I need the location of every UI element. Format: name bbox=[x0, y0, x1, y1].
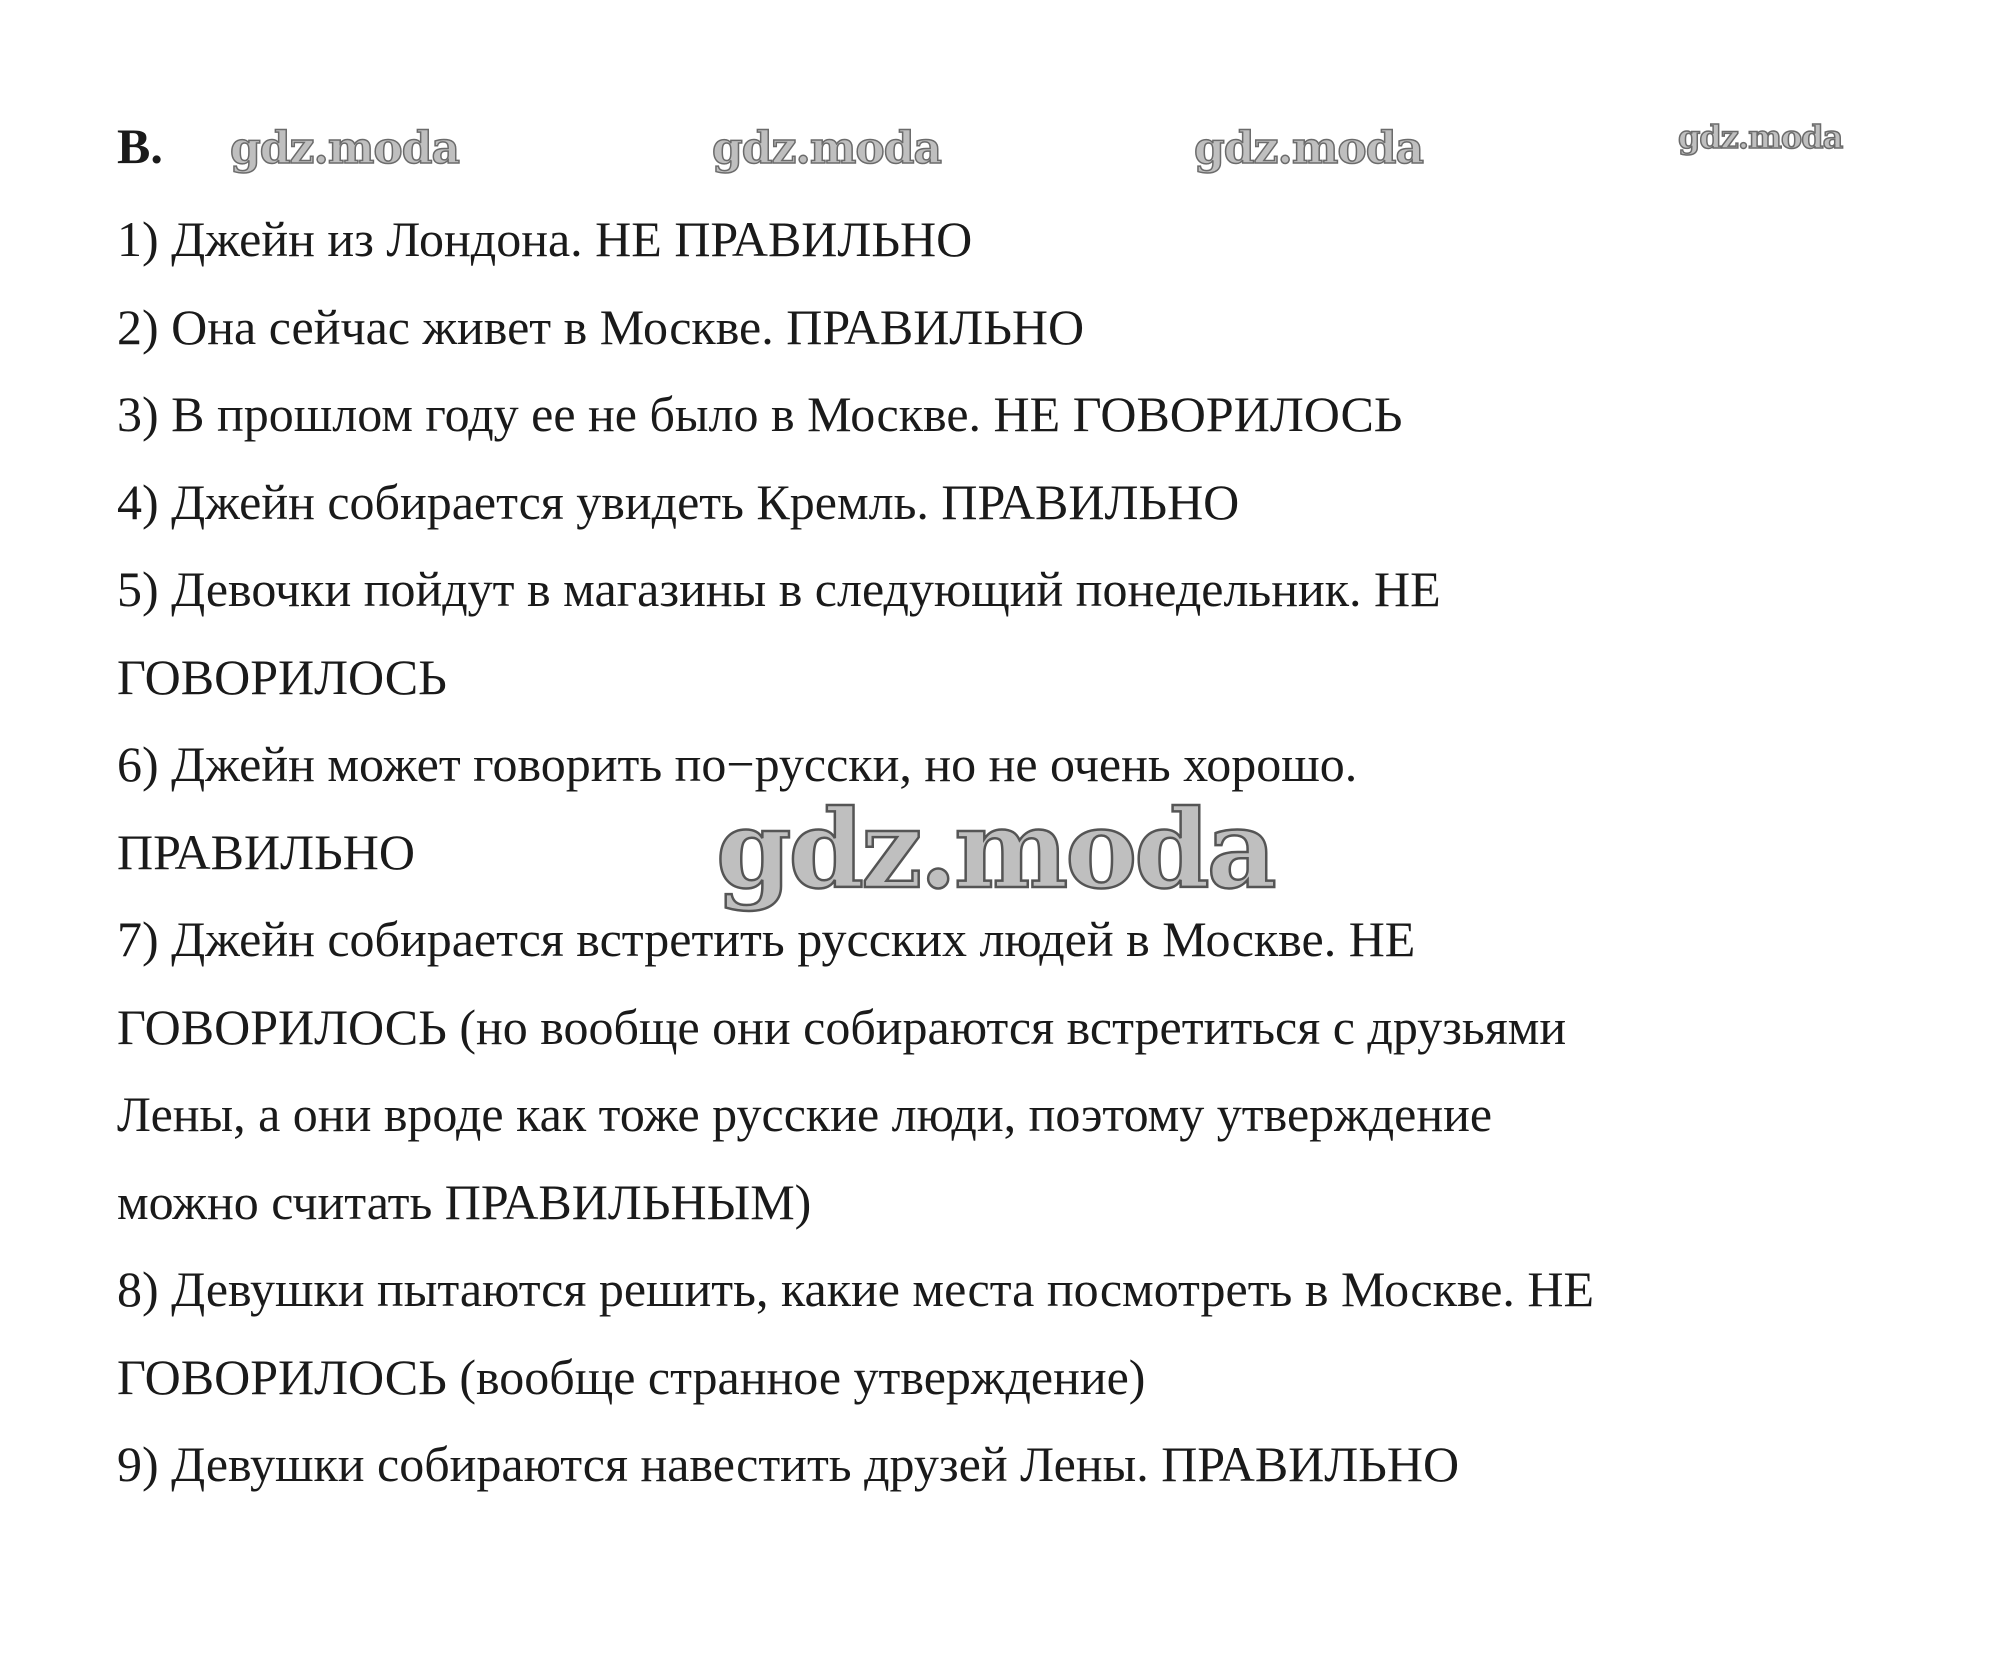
answer-line-2: 2) Она сейчас живет в Москве. ПРАВИЛЬНО bbox=[117, 298, 1085, 355]
answer-line-6-cont: ПРАВИЛЬНО bbox=[117, 823, 415, 880]
watermark-top-2: gdz.moda bbox=[712, 123, 942, 174]
answer-line-3: 3) В прошлом году ее не было в Москве. НЕ ГОВОРИЛОСЬ bbox=[117, 386, 1403, 442]
answer-line-8: 8) Девушки пытаются решить, какие места посмотреть в Москве. НЕ bbox=[117, 1261, 1595, 1317]
answer-line-5-cont: ГОВОРИЛОСЬ bbox=[117, 648, 447, 705]
answer-line-7-cont-1: ГОВОРИЛОСЬ (но вообще они собираются встретиться с друзьями bbox=[117, 998, 1567, 1055]
answer-line-9: 9) Девушки собираются навестить друзей Лены. ПРАВИЛЬНО bbox=[117, 1436, 1460, 1492]
watermark-top-4: gdz.moda bbox=[1678, 118, 1843, 156]
watermark-top-1: gdz.moda bbox=[230, 123, 460, 174]
answer-line-7-cont-3: можно считать ПРАВИЛЬНЫМ) bbox=[117, 1173, 812, 1230]
section-heading: B. bbox=[117, 118, 163, 174]
answer-line-5: 5) Девочки пойдут в магазины в следующий понедельник. НЕ bbox=[117, 561, 1441, 617]
watermark-top-3: gdz.moda bbox=[1194, 123, 1424, 174]
answer-line-8-cont: ГОВОРИЛОСЬ (вообще странное утверждение) bbox=[117, 1348, 1146, 1405]
answer-line-6: 6) Джейн может говорить по−русски, но не очень хорошо. bbox=[117, 736, 1358, 792]
answer-line-7: 7) Джейн собирается встретить русских людей в Москве. НЕ bbox=[117, 911, 1416, 967]
answer-line-4: 4) Джейн собирается увидеть Кремль. ПРАВИЛЬНО bbox=[117, 473, 1240, 530]
answer-line-1: 1) Джейн из Лондона. НЕ ПРАВИЛЬНО bbox=[117, 211, 973, 267]
answer-line-7-cont-2: Лены, а они вроде как тоже русские люди, поэтому утверждение bbox=[117, 1086, 1493, 1142]
watermark-center: gdz.moda bbox=[716, 787, 1274, 913]
